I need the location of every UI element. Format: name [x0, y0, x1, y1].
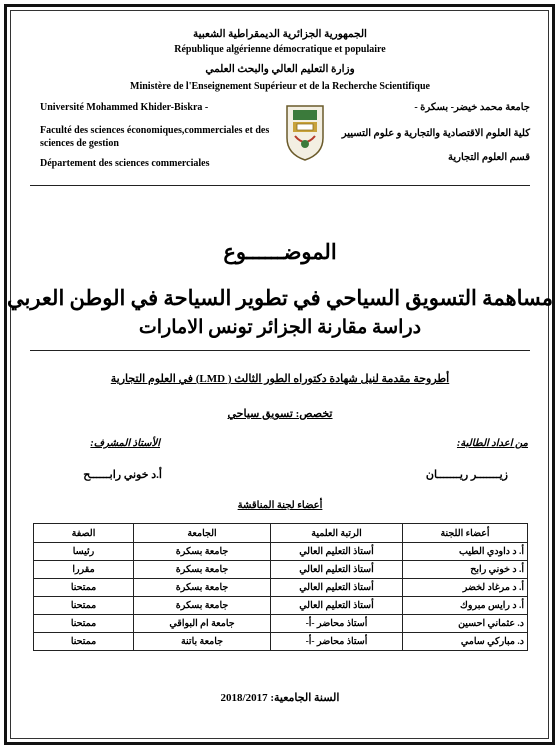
header-members: أعضاء اللجنة [403, 524, 528, 543]
faculty-fr: Faculté des sciences économiques,commerciales et des sciences de gestion [40, 125, 270, 149]
jury-member-university: جامعة باتنة [134, 633, 271, 651]
jury-member-university: جامعة بسكرة [134, 579, 271, 597]
jury-member-name: أ. د خوني رابح [403, 561, 528, 579]
academic-year: السنة الجامعية: 2018/2017 [220, 692, 340, 704]
republic-ar: الجمهورية الجزائرية الديمقراطية الشعبية [193, 29, 367, 40]
header-university: الجامعة [134, 524, 271, 543]
jury-member-name: د. مباركي سامي [403, 633, 528, 651]
jury-member-role: ممتحنا [34, 597, 134, 615]
ministry-fr: Ministère de l'Enseignement Supérieur et de la Recherche Scientifique [130, 81, 430, 92]
table-row [34, 597, 528, 615]
jury-table [33, 523, 528, 651]
republic-fr: République algérienne démocratique et populaire [174, 44, 386, 55]
jury-member-role: ممتحنا [34, 633, 134, 651]
jury-member-role: رئيسا [34, 543, 134, 561]
department-ar: قسم العلوم التجارية [448, 152, 530, 163]
specialty: تخصص: تسويق سياحي [227, 408, 333, 420]
thesis-title-line1: مساهمة التسويق السياحي في تطوير السياحة في الوطن العربي [6, 286, 553, 310]
ministry-ar: وزارة التعليم العالي والبحث العلمي [205, 64, 355, 75]
jury-member-university: جامعة بسكرة [134, 561, 271, 579]
university-ar: جامعة محمد خيضر- بسكرة - [414, 102, 530, 113]
table-row [34, 579, 528, 597]
jury-member-rank: أستاذ التعليم العالي [271, 561, 403, 579]
student-name: زيـــــــر ريـــــــان [425, 469, 508, 481]
jury-member-university: جامعة بسكرة [134, 543, 271, 561]
table-row [34, 615, 528, 633]
table-row [34, 561, 528, 579]
jury-member-rank: أستاذ التعليم العالي [271, 597, 403, 615]
table-row [34, 543, 528, 561]
header-role: الصفة [34, 524, 134, 543]
thesis-title-line2: دراسة مقارنة الجزائر تونس الامارات [138, 317, 422, 338]
jury-member-university: جامعة ام البواقي [134, 615, 271, 633]
supervisor-label: الأستاذ المشرف: [90, 438, 160, 449]
jury-member-rank: أستاذ التعليم العالي [271, 579, 403, 597]
jury-member-role: ممتحنا [34, 579, 134, 597]
table-row [34, 633, 528, 651]
university-fr: Université Mohammed Khider-Biskra - [40, 102, 209, 113]
supervisor-name: أ.د خوني رابــــــح [83, 469, 162, 481]
jury-member-name: د. عثماني احسين [403, 615, 528, 633]
jury-header-row [34, 524, 528, 543]
thesis-description: أطروحة مقدمة لنيل شهادة دكتوراه الطور الثالث ( LMD) في العلوم التجارية [110, 373, 450, 385]
jury-member-rank: أستاذ التعليم العالي [271, 543, 403, 561]
title-separator [30, 350, 530, 351]
jury-member-role: مقررا [34, 561, 134, 579]
jury-member-name: أ. د مرغاد لخضر [403, 579, 528, 597]
university-logo [283, 102, 327, 162]
jury-title: أعضاء لجنة المناقشة [237, 500, 323, 511]
faculty-ar: كلية العلوم الاقتصادية والتجارية و علوم التسيير [341, 128, 530, 139]
header-separator [30, 185, 530, 186]
department-fr: Département des sciences commerciales [40, 158, 210, 169]
jury-member-name: أ. د رايس مبروك [403, 597, 528, 615]
header-rank: الرتبة العلمية [271, 524, 403, 543]
student-label: من اعداد الطالبة: [456, 438, 528, 449]
jury-member-name: أ. د داودي الطيب [403, 543, 528, 561]
jury-member-rank: أستاذ محاضر -أ- [271, 633, 403, 651]
subject-label: الموضــــــوع [223, 240, 337, 264]
jury-member-rank: أستاذ محاضر -أ- [271, 615, 403, 633]
jury-member-role: ممتحنا [34, 615, 134, 633]
jury-member-university: جامعة بسكرة [134, 597, 271, 615]
